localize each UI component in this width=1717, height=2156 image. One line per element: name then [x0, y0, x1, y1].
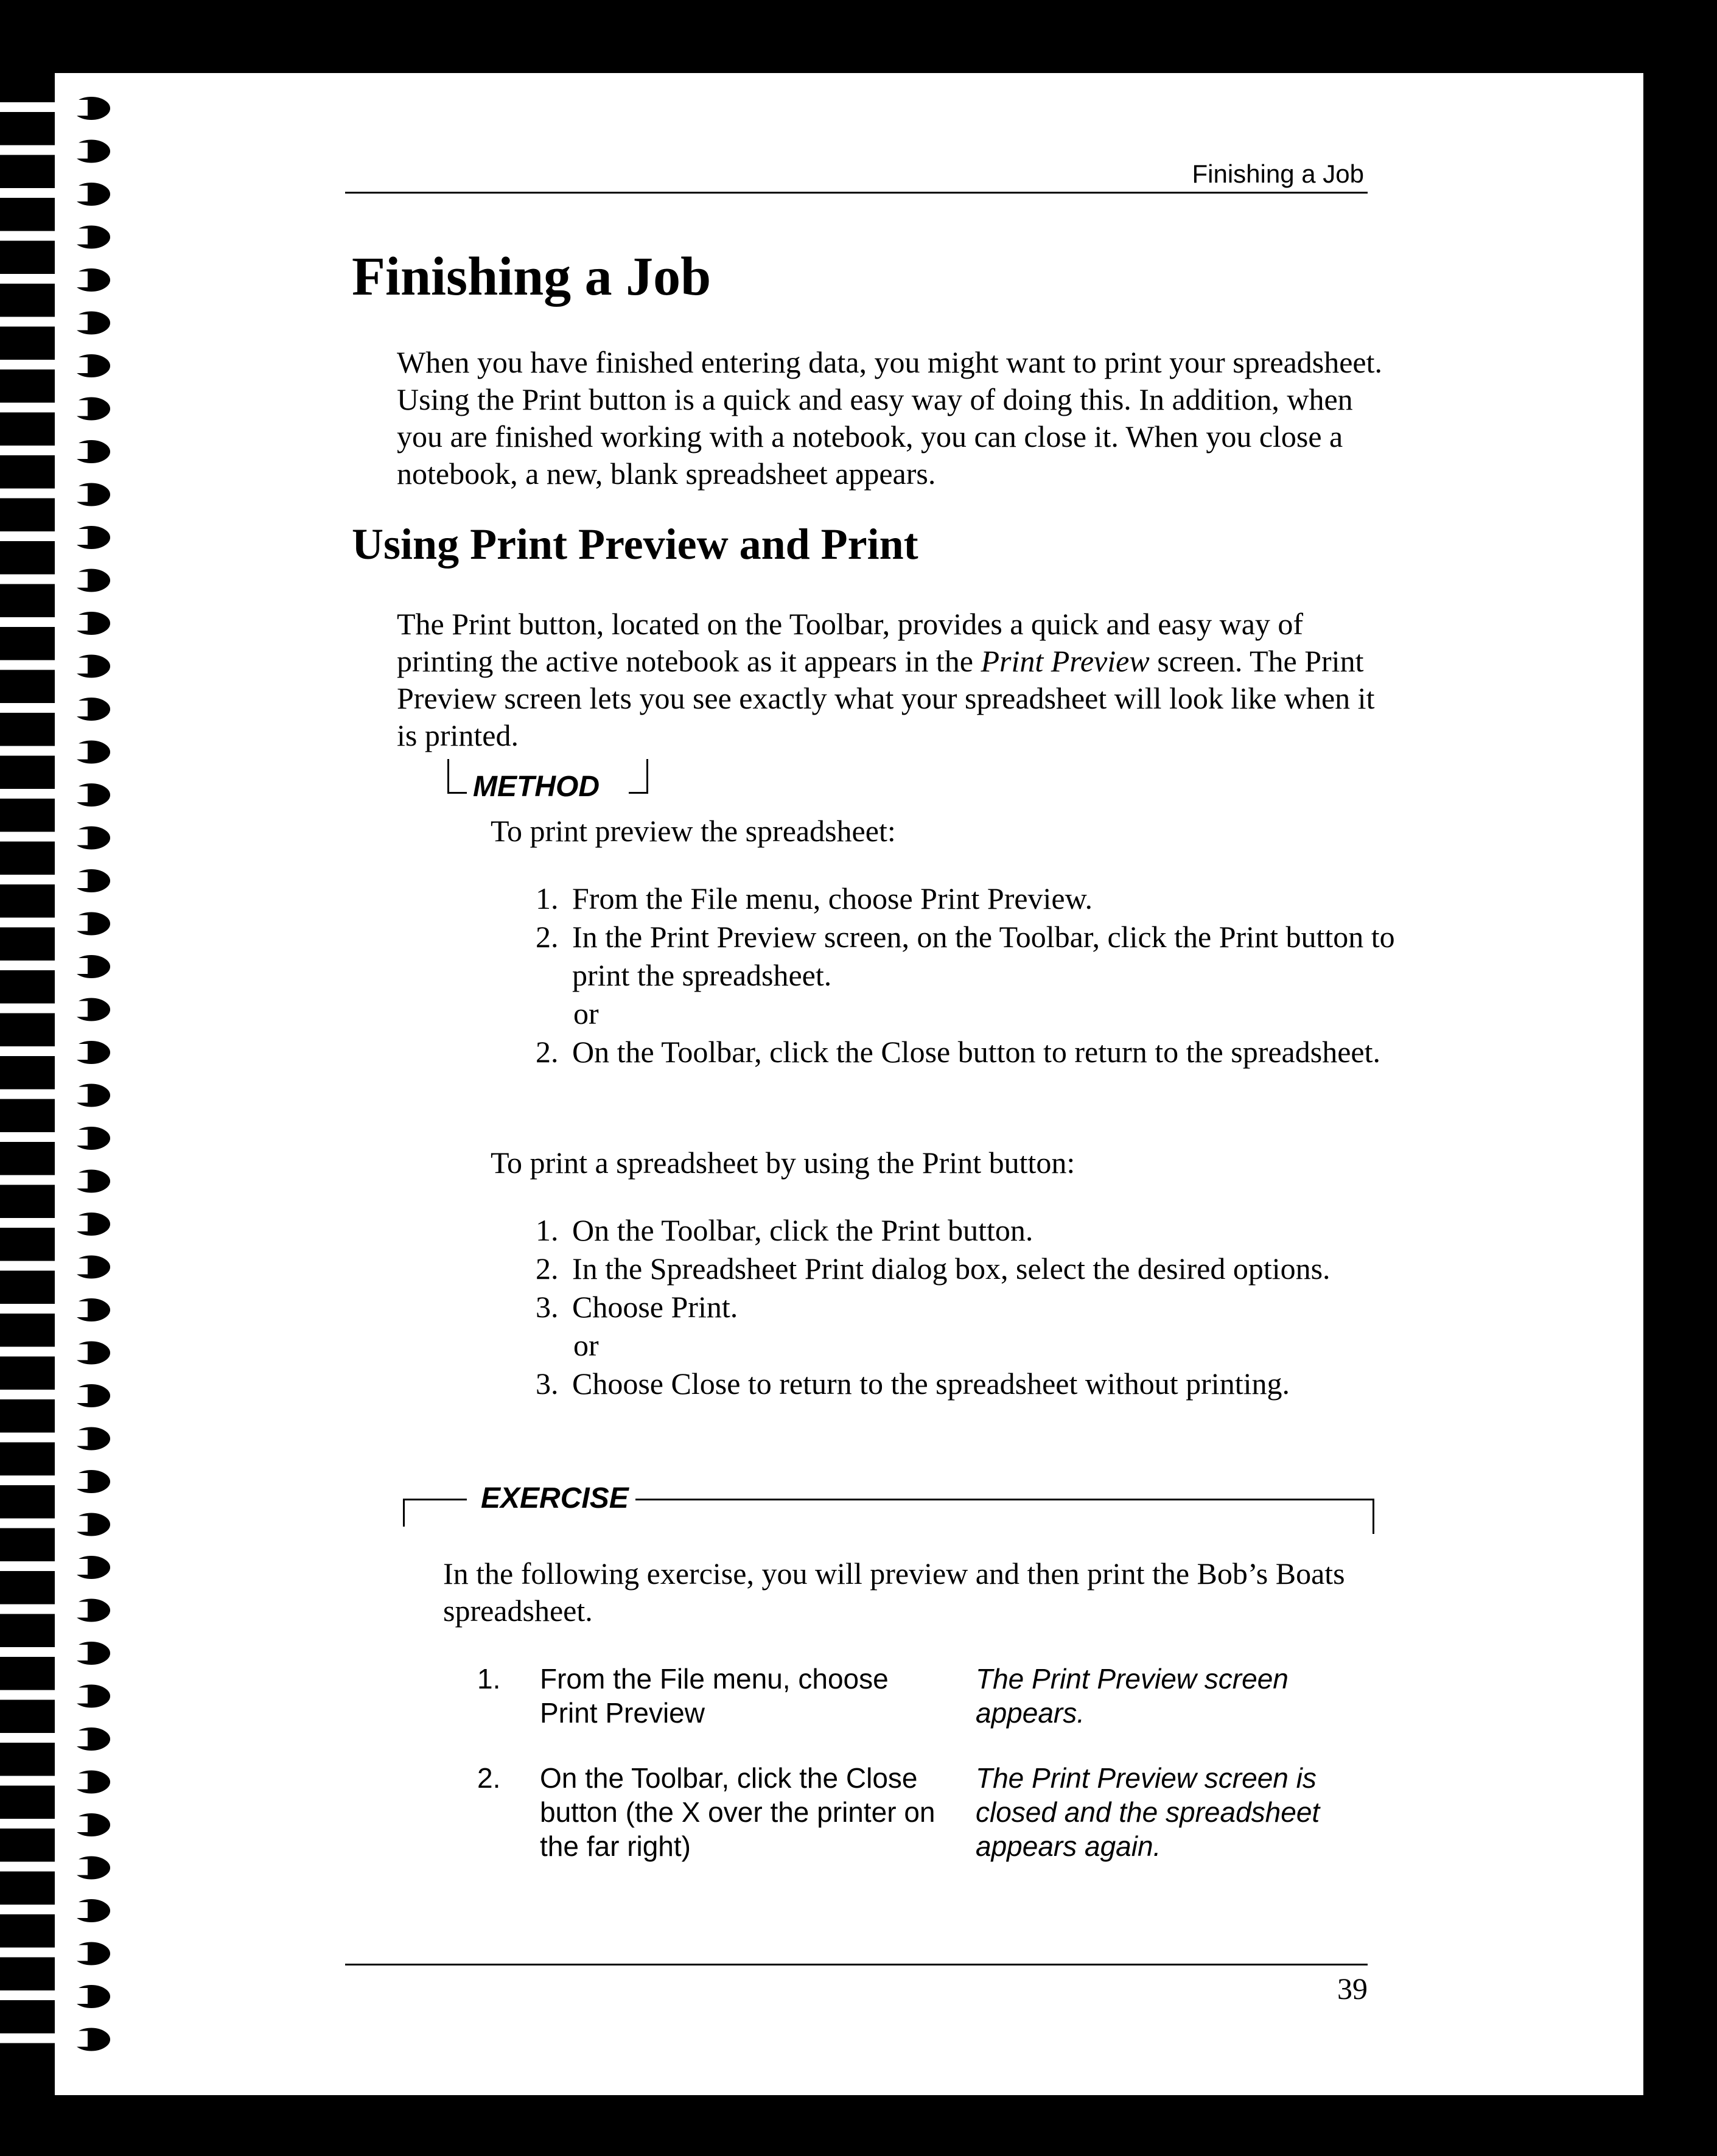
binding-ring — [0, 1382, 112, 1409]
list-item — [536, 1326, 1400, 1365]
binding-ring — [0, 1511, 112, 1538]
step-text: Choose Close to return to the spreadsheet without printing. — [572, 1367, 1290, 1401]
list-item — [536, 1211, 1400, 1250]
binding-ring — [0, 524, 112, 551]
binding-ring — [0, 1254, 112, 1281]
section-paragraph-emphasis: Print Preview — [981, 644, 1150, 678]
exercise-step-result: The Print Preview screen is closed and the spreadsheet appears again. — [976, 1762, 1320, 1862]
binding-ring — [0, 653, 112, 680]
preview-steps — [536, 880, 1400, 1071]
method-box-bottom-right-edge — [629, 792, 648, 794]
binding-ring — [0, 95, 112, 122]
spiral-binding — [0, 85, 122, 2070]
binding-ring — [0, 1811, 112, 1838]
binding-ring — [0, 1426, 112, 1452]
preview-intro: To print preview the spreadsheet: — [491, 814, 896, 848]
step-number: 2. — [536, 920, 559, 954]
step-text: or — [573, 996, 599, 1031]
binding-ring — [0, 1554, 112, 1581]
exercise-frame-left — [403, 1499, 405, 1527]
binding-ring — [0, 224, 112, 251]
binding-ring — [0, 438, 112, 465]
binding-ring — [0, 867, 112, 894]
header-rule — [345, 192, 1368, 194]
binding-ring — [0, 782, 112, 808]
step-text: In the Print Preview screen, on the Toolbar, click the Print button to print the spreadsheet. — [572, 920, 1395, 992]
list-item — [536, 1365, 1400, 1403]
method-label: METHOD — [473, 771, 600, 803]
binding-ring — [0, 1340, 112, 1367]
binding-ring — [0, 1039, 112, 1066]
step-text: In the Spreadsheet Print dialog box, select the desired options. — [572, 1251, 1331, 1286]
running-header: Finishing a Job — [1192, 159, 1364, 188]
intro-paragraph: When you have finished entering data, you might want to print your spreadsheet. Using the Print button is a quick and easy way of doing this. In addition, when you are finished working with a notebook, you can close it. When you close a notebook, a new, blank spreadsheet appears. — [397, 345, 1383, 491]
list-item — [536, 880, 1400, 918]
binding-ring — [0, 1983, 112, 2010]
binding-ring — [0, 1168, 112, 1195]
step-text: On the Toolbar, click the Close button to return to the spreadsheet. — [572, 1035, 1380, 1069]
binding-ring — [0, 1597, 112, 1624]
section-paragraph-part-2: screen. The Print Preview screen lets you see exactly what your spreadsheet will look like when it is printed. — [397, 644, 1375, 752]
binding-ring — [0, 953, 112, 980]
exercise-step-result: The Print Preview screen appears. — [976, 1663, 1289, 1729]
step-number: 1. — [536, 1213, 559, 1247]
binding-ring — [0, 696, 112, 723]
binding-ring — [0, 1941, 112, 1967]
method-box-bottom-left-edge — [447, 792, 467, 794]
footer-rule — [345, 1964, 1368, 1965]
step-text: On the Toolbar, click the Print button. — [572, 1213, 1033, 1247]
list-item — [536, 1250, 1400, 1288]
step-text: From the File menu, choose Print Preview. — [572, 881, 1093, 915]
binding-ring — [0, 825, 112, 852]
binding-ring — [0, 481, 112, 508]
binding-ring — [0, 1211, 112, 1237]
method-box-left-edge — [447, 759, 449, 793]
binding-ring — [0, 567, 112, 594]
binding-ring — [0, 739, 112, 766]
method-box — [447, 759, 648, 803]
step-text: Choose Print. — [572, 1290, 738, 1324]
step-number: 3. — [536, 1290, 559, 1324]
print-steps — [536, 1211, 1400, 1403]
binding-ring — [0, 181, 112, 208]
binding-ring — [0, 1897, 112, 1924]
binding-ring — [0, 310, 112, 337]
binding-ring — [0, 396, 112, 422]
binding-ring — [0, 352, 112, 379]
binding-ring — [0, 1468, 112, 1495]
section-heading: Using Print Preview and Print — [352, 520, 918, 569]
binding-ring — [0, 1726, 112, 1752]
exercise-frame-top-right — [635, 1499, 1374, 1500]
exercise-label: EXERCISE — [481, 1482, 629, 1514]
binding-ring — [0, 610, 112, 637]
binding-ring — [0, 1769, 112, 1796]
page-number: 39 — [1337, 1972, 1368, 2006]
step-text: or — [573, 1328, 599, 1362]
print-intro: To print a spreadsheet by using the Print button: — [491, 1146, 1075, 1180]
list-item — [536, 1033, 1400, 1071]
list-item — [536, 1288, 1400, 1326]
section-paragraph — [397, 606, 1395, 754]
exercise-frame-right — [1373, 1499, 1374, 1534]
list-item — [536, 918, 1400, 995]
exercise-step-number: 1. — [477, 1663, 501, 1695]
method-box-right-edge — [646, 759, 648, 793]
exercise-intro: In the following exercise, you will preview and then print the Bob’s Boats spreadsheet. — [443, 1556, 1345, 1628]
binding-ring — [0, 1640, 112, 1667]
exercise-step-action: On the Toolbar, click the Close button (the X over the printer on the far right) — [540, 1762, 935, 1862]
binding-ring — [0, 2026, 112, 2053]
exercise-step-action: From the File menu, choose Print Preview — [540, 1663, 889, 1729]
step-number: 1. — [536, 881, 559, 915]
page-title: Finishing a Job — [352, 247, 712, 307]
binding-ring — [0, 267, 112, 293]
binding-ring — [0, 1683, 112, 1710]
binding-ring — [0, 911, 112, 937]
binding-ring — [0, 1855, 112, 1881]
list-item — [536, 995, 1400, 1033]
binding-ring — [0, 1297, 112, 1323]
binding-ring — [0, 1082, 112, 1109]
step-number: 3. — [536, 1367, 559, 1401]
exercise-frame-top-left — [403, 1499, 467, 1500]
step-number: 2. — [536, 1035, 559, 1069]
step-number: 2. — [536, 1251, 559, 1286]
exercise-step-number: 2. — [477, 1762, 501, 1794]
binding-ring — [0, 996, 112, 1023]
section-paragraph-part-1: The Print button, located on the Toolbar, provides a quick and easy way of printing the active notebook as it appears in the — [397, 607, 1304, 678]
binding-ring — [0, 1125, 112, 1152]
binding-ring — [0, 138, 112, 165]
